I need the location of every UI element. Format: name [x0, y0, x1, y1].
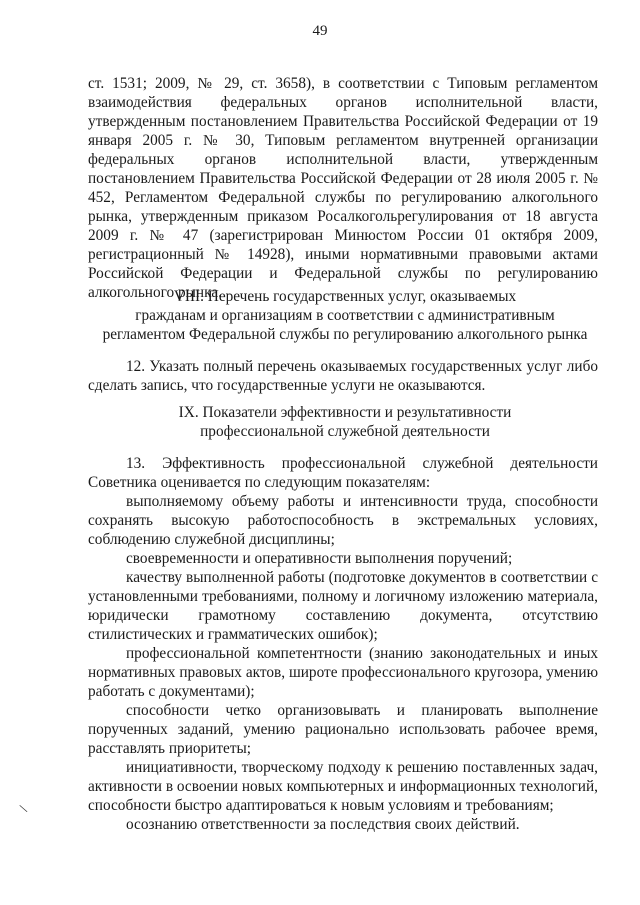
indicator-item: своевременности и оперативности выполнения поручений;	[126, 550, 513, 567]
indicator-item: качеству выполненной работы (подготовке документов в соответствии с установленными требованиями, полному и логичному изложению материала, юридически грамотному составлению документа, отсутствию стилистических и грамматических ошибок);	[88, 569, 598, 643]
section-9-heading-line2: профессиональной служебной деятельности	[200, 423, 490, 440]
paragraph-text: ст. 1531; 2009, № 29, ст. 3658), в соответствии с Типовым регламентом взаимодействия федеральных органов исполнительной власти, утвержденным постановлением Правительства Российской Федерации от 19 января 2005 г. № 30, Типовым регламентом внутренней организации федеральных органов исполнительной власти, утвержденным постановлением Правительства Российской Федерации от 28 июля 2005 г. № 452, Регламентом Федеральной службы по регулированию алкогольного рынка, утвержденным приказом Росалкогольрегулирования от 18 августа 2009 г. № 47 (зарегистрирован Минюстом России 01 октября 2009, регистрационный № 14928), иными нормативными правовыми актами Российской Федерации и Федеральной службы по регулированию алкогольного рынка.	[88, 75, 598, 301]
page-number: 49	[312, 23, 328, 39]
section-9-heading	[90, 403, 600, 441]
indicator-item: выполняемому объему работы и интенсивности труда, способности сохранять высокую работоспособность в экстремальных условиях, соблюдению служебной дисциплины;	[88, 493, 598, 548]
section-8-heading-line1: VIII. Перечень государственных услуг, оказываемых	[173, 288, 517, 305]
indicator-item: способности четко организовывать и планировать выполнение порученных заданий, умению рационально использовать рабочее время, расставлять приоритеты;	[88, 702, 598, 757]
item-13	[88, 454, 598, 834]
item-13-intro: 13. Эффективность профессиональной служебной деятельности Советника оценивается по следующим показателям:	[88, 455, 598, 491]
item-12	[88, 357, 598, 395]
scan-mark: \	[18, 802, 30, 817]
section-9-heading-line1: IX. Показатели эффективности и результативности	[178, 404, 512, 421]
indicator-item: осознанию ответственности за последствия своих действий.	[126, 816, 520, 833]
item-12-text: 12. Указать полный перечень оказываемых государственных услуг либо сделать запись, что государственные услуги не оказываются.	[88, 358, 598, 394]
paragraph-legal-basis	[88, 74, 598, 302]
indicator-item: инициативности, творческому подходу к решению поставленных задач, активности в освоении новых компьютерных и информационных технологий, способности быстро адаптироваться к новым условиям и требованиям;	[88, 759, 598, 814]
section-8-heading	[90, 287, 600, 344]
section-8-heading-line3: регламентом Федеральной службы по регулированию алкогольного рынка	[102, 326, 588, 343]
section-8-heading-line2: гражданам и организациям в соответствии с административным	[135, 307, 555, 324]
indicator-item: профессиональной компетентности (знанию законодательных и иных нормативных правовых актов, широте профессионального кругозора, умению работать с документами);	[88, 645, 598, 700]
